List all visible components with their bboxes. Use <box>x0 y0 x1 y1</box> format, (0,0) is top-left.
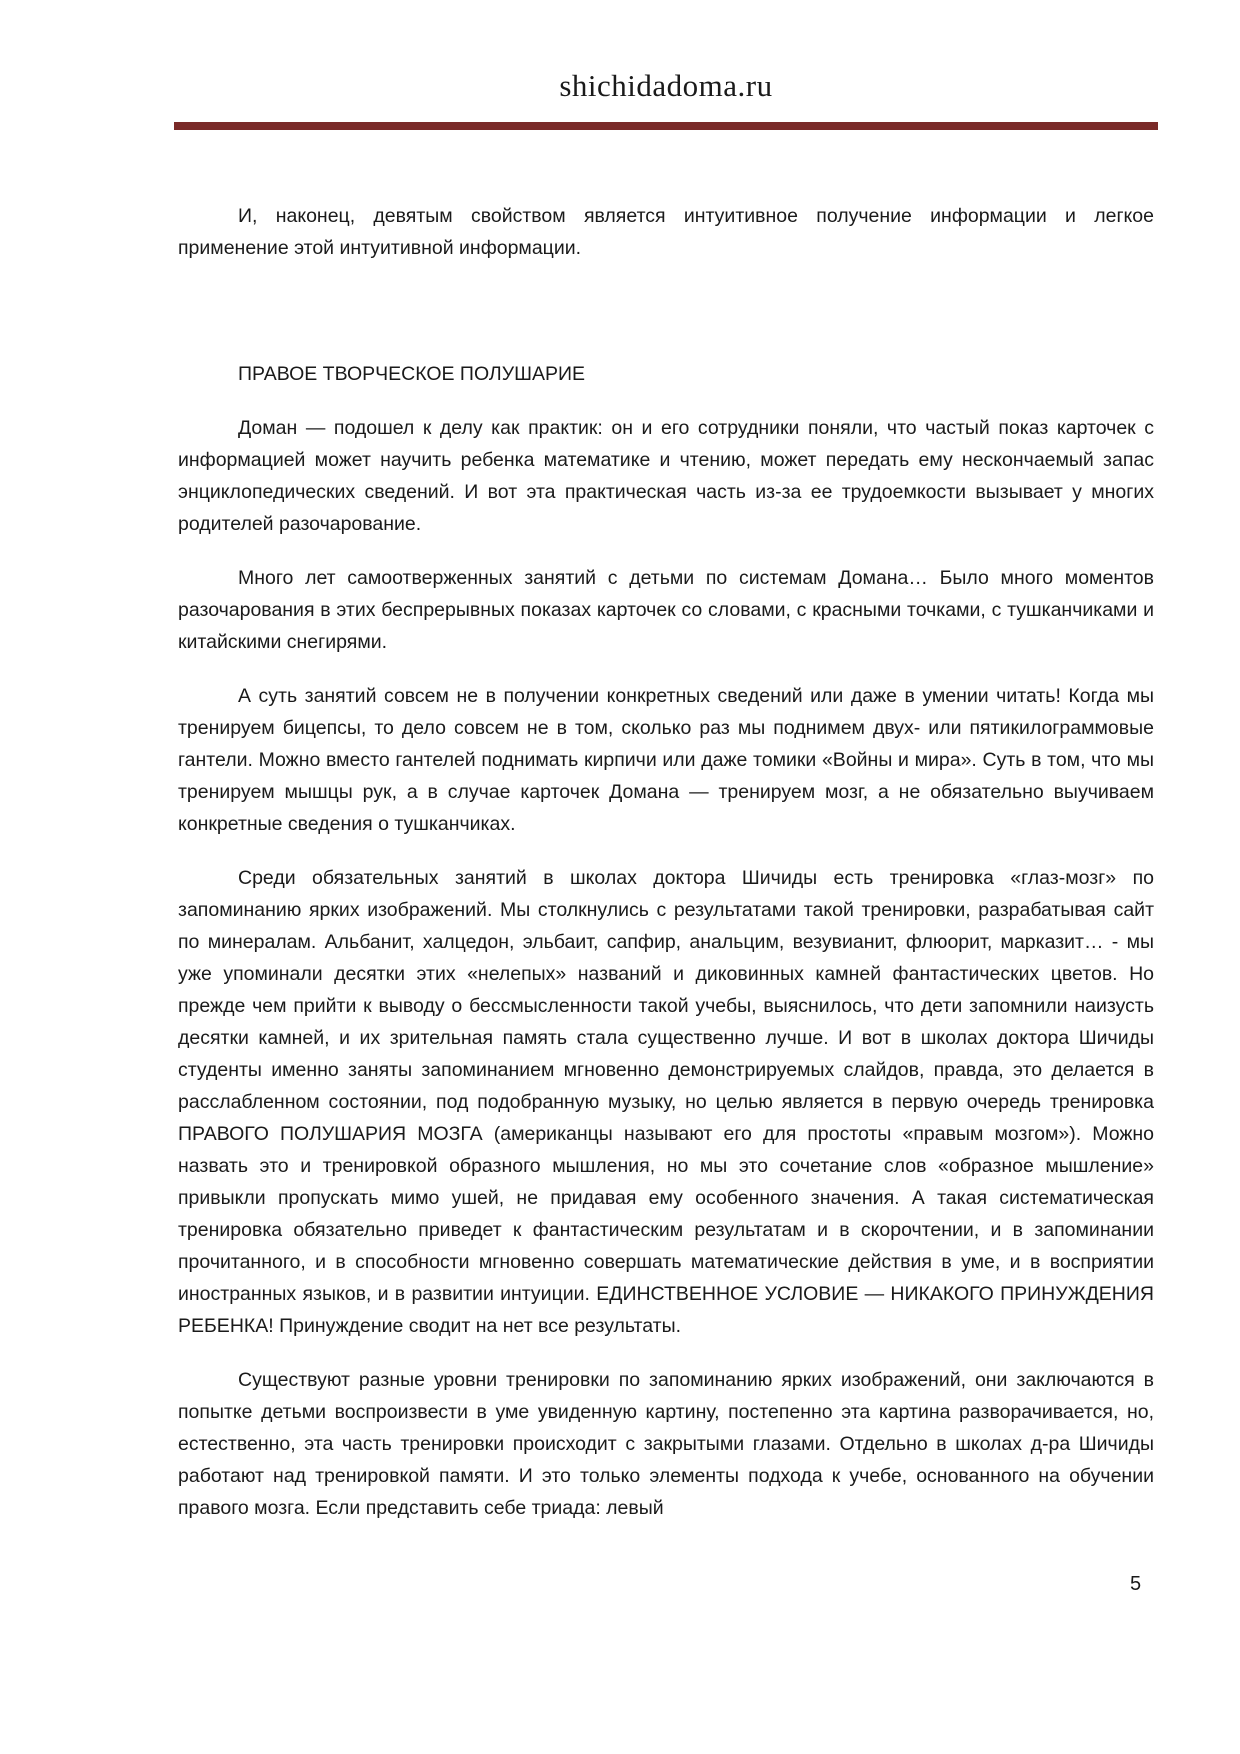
header-divider <box>174 122 1158 130</box>
site-title: shichidadoma.ru <box>559 68 773 103</box>
paragraph: Доман — подошел к делу как практик: он и его сотрудники поняли, что частый показ карточек с информацией может научить ребенка математике и чтению, может передать ему нескончаемый запас энциклопедических сведений. И вот эта практическая часть из-за ее трудоемкости вызывает у многих родителей разочарование. <box>178 417 1154 535</box>
paragraph: И, наконец, девятым свойством является интуитивное получение информации и легкое применение этой интуитивной информации. <box>178 205 1154 259</box>
paragraph: Среди обязательных занятий в школах доктора Шичиды есть тренировка «глаз-мозг» по запоминанию ярких изображений. Мы столкнулись с результатами такой тренировки, разрабатывая сайт по минералам. Альбанит, халцедон, эльбаит, сапфир, анальцим, везувианит, флюорит, марказит… - мы уже упоминали десятки этих «нелепых» названий и диковинных камней фантастических цветов. Но прежде чем прийти к выводу о бессмысленности такой учебы, выяснилось, что дети запомнили наизусть десятки камней, и их зрительная память стала существенно лучше. И вот в школах доктора Шичиды студенты именно заняты запоминанием мгновенно демонстрируемых слайдов, правда, это делается в расслабленном состоянии, под подобранную музыку, но целью является в первую очередь тренировка ПРАВОГО ПОЛУШАРИЯ МОЗГА (американцы называют его для простоты «правым мозгом»). Можно назвать это и тренировкой образного мышления, но мы это сочетание слов «образное мышление» привыкли пропускать мимо ушей, не придавая ему особенного значения. А такая систематическая тренировка обязательно приведет к фантастическим результатам и в скорочтении, и в запоминании прочитанного, и в способности мгновенно совершать математические действия в уме, и в восприятии иностранных языков, и в развитии интуиции. ЕДИНСТВЕННОЕ УСЛОВИЕ — НИКАКОГО ПРИНУЖДЕНИЯ РЕБЕНКА! Принуждение сводит на нет все результаты. <box>178 867 1154 1337</box>
page-number: 5 <box>1130 1573 1142 1595</box>
section-heading: ПРАВОЕ ТВОРЧЕСКОЕ ПОЛУШАРИЕ <box>238 363 585 385</box>
page-body <box>178 200 1154 1524</box>
paragraph: А суть занятий совсем не в получении конкретных сведений или даже в умении читать! Когда мы тренируем бицепсы, то дело совсем не в том, сколько раз мы поднимем двух- или пятикилограммовые гантели. Можно вместо гантелей поднимать кирпичи или даже томики «Войны и мира». Суть в том, что мы тренируем мышцы рук, а в случае карточек Домана — тренируем мозг, а не обязательно выучиваем конкретные сведения о тушканчиках. <box>178 685 1154 835</box>
paragraph: Много лет самоотверженных занятий с детьми по системам Домана… Было много моментов разочарования в этих беспрерывных показах карточек со словами, с красными точками, с тушканчиками и китайскими снегирями. <box>178 567 1154 653</box>
paragraph: Существуют разные уровни тренировки по запоминанию ярких изображений, они заключаются в попытке детьми воспроизвести в уме увиденную картину, постепенно эта картина разворачивается, но, естественно, эта часть тренировки происходит с закрытыми глазами. Отдельно в школах д-ра Шичиды работают над тренировкой памяти. И это только элементы подхода к учебе, основанного на обучении правого мозга. Если представить себе триада: левый <box>178 1369 1154 1519</box>
